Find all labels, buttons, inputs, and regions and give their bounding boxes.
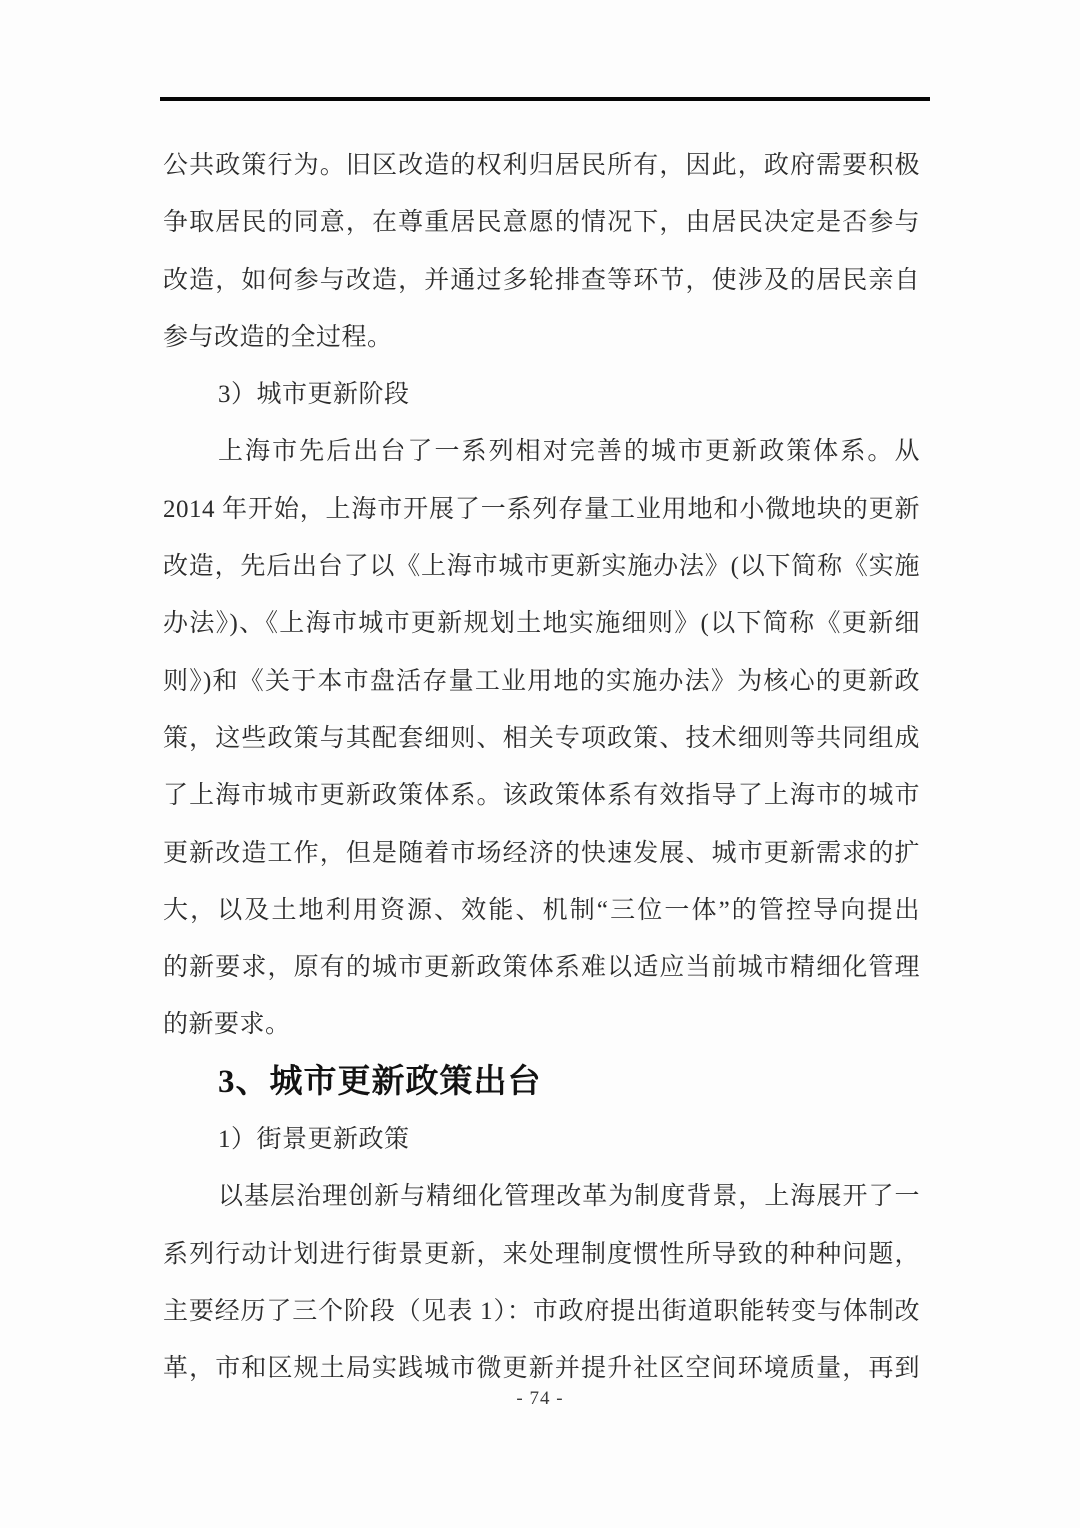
text-line: 更新改造工作，但是随着市场经济的快速发展、城市更新需求的扩 bbox=[163, 839, 920, 867]
text-line: 的新要求，原有的城市更新政策体系难以适应当前城市精细化管理 bbox=[163, 954, 920, 982]
text-line: 则》)和《关于本市盘活存量工业用地的实施办法》为核心的更新政 bbox=[163, 667, 920, 695]
header-rule bbox=[160, 97, 930, 101]
text-line: 参与改造的全过程。 bbox=[163, 323, 393, 351]
text-line: 的新要求。 bbox=[163, 1011, 291, 1039]
text-line: 3）城市更新阶段 bbox=[218, 381, 410, 409]
text-line: 公共政策行为。旧区改造的权利归居民所有，因此，政府需要积极 bbox=[163, 152, 920, 179]
text-line: 主要经历了三个阶段（见表 1）：市政府提出街道职能转变与体制改 bbox=[163, 1297, 920, 1325]
text-line: 改造，如何参与改造，并通过多轮排查等环节，使涉及的居民亲自 bbox=[163, 266, 920, 294]
text-line: 办法》)、《上海市城市更新规划土地实施细则》(以下简称《更新细 bbox=[163, 610, 920, 638]
page-number: - 74 - bbox=[516, 1388, 564, 1409]
document-body bbox=[163, 137, 920, 1398]
text-line: 上海市先后出台了一系列相对完善的城市更新政策体系。从 bbox=[218, 438, 920, 466]
text-line: 系列行动计划进行街景更新，来处理制度惯性所导致的种种问题， bbox=[163, 1240, 920, 1268]
text-line: 以基层治理创新与精细化管理改革为制度背景，上海展开了一 bbox=[218, 1183, 920, 1211]
text-line: 大，以及土地利用资源、效能、机制“三位一体”的管控导向提出 bbox=[163, 896, 920, 924]
text-line: 1）街景更新政策 bbox=[218, 1126, 410, 1154]
text-line: 策，这些政策与其配套细则、相关专项政策、技术细则等共同组成 bbox=[163, 724, 920, 752]
text-line: 2014 年开始，上海市开展了一系列存量工业用地和小微地块的更新 bbox=[163, 495, 920, 523]
text-line: 革，市和区规土局实践城市微更新并提升社区空间环境质量，再到 bbox=[163, 1355, 920, 1383]
section-heading: 3、城市更新政策出台 bbox=[218, 1063, 542, 1100]
text-line: 改造，先后出台了以《上海市城市更新实施办法》(以下简称《实施 bbox=[163, 553, 920, 581]
text-line: 了上海市城市更新政策体系。该政策体系有效指导了上海市的城市 bbox=[163, 782, 920, 810]
text-line: 争取居民的同意，在尊重居民意愿的情况下，由居民决定是否参与 bbox=[163, 209, 920, 237]
